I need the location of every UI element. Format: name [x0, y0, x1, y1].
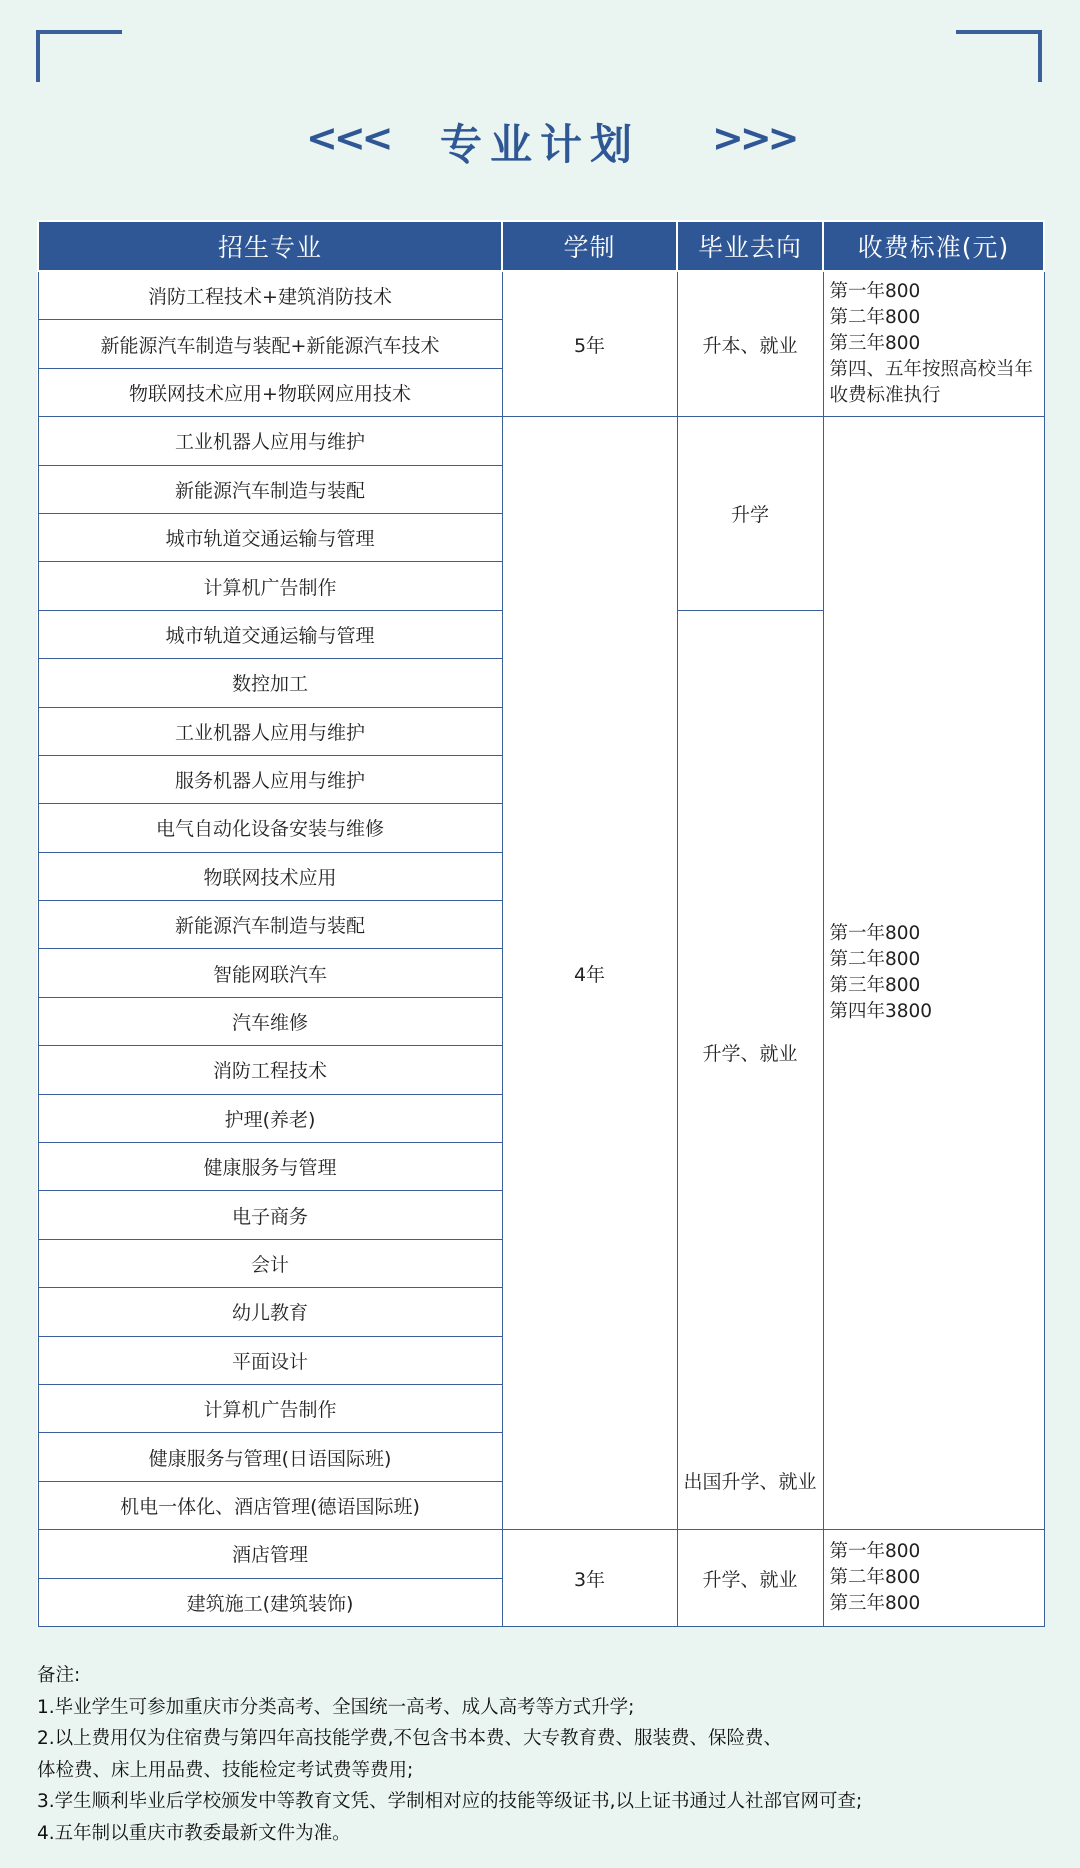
major-cell: 机电一体化、酒店管理(德语国际班) [38, 1481, 502, 1529]
major-cell: 新能源汽车制造与装配 [38, 465, 502, 513]
col-header-destination: 毕业去向 [677, 221, 823, 271]
destination-cell: 升本、就业 [677, 271, 823, 417]
note-item: 2.以上费用仅为住宿费与第四年高技能学费,不包含书本费、大专教育费、服装费、保险费、 [37, 1728, 783, 1749]
destination-text: 出国升学、就业 [683, 1470, 817, 1493]
col-header-major: 招生专业 [38, 221, 502, 271]
major-cell: 消防工程技术+建筑消防技术 [38, 271, 502, 320]
table-row [38, 417, 1044, 465]
major-cell: 工业机器人应用与维护 [38, 417, 502, 465]
note-item: 1.毕业学生可参加重庆市分类高考、全国统一高考、成人高考等方式升学; [37, 1696, 635, 1718]
fee-line: 第一年800 [829, 923, 921, 945]
duration-cell: 3年 [502, 1530, 677, 1627]
fee-line: 第三年800 [829, 975, 921, 997]
major-cell: 护理(养老) [38, 1094, 502, 1142]
note-item: 体检费、床上用品费、技能检定考试费等费用; [37, 1759, 414, 1781]
fee-line: 第二年800 [829, 949, 921, 971]
major-cell: 平面设计 [38, 1336, 502, 1384]
major-cell: 电气自动化设备安装与维修 [38, 804, 502, 852]
major-cell: 新能源汽车制造与装配 [38, 901, 502, 949]
fee-cell [823, 417, 1044, 1530]
fee-line: 第一年800 [829, 281, 921, 303]
note-item: 3.学生顺利毕业后学校颁发中等教育文凭、学制相对应的技能等级证书,以上证书通过人社部官网可查; [37, 1791, 863, 1812]
destination-cell [677, 610, 823, 1529]
major-cell: 酒店管理 [38, 1530, 502, 1578]
duration-cell: 5年 [502, 271, 677, 417]
fee-cell [823, 1530, 1044, 1627]
major-cell: 健康服务与管理 [38, 1143, 502, 1191]
plan-table [37, 220, 1045, 1627]
title-row [0, 112, 1080, 172]
col-header-fee: 收费标准(元) [823, 221, 1044, 271]
major-cell: 服务机器人应用与维护 [38, 755, 502, 803]
fee-line: 第二年800 [829, 1567, 921, 1589]
fee-line: 第四、五年按照高校当年收费标准执行 [829, 359, 1034, 407]
major-cell: 会计 [38, 1239, 502, 1287]
destination-cell: 升学、就业 [677, 1530, 823, 1627]
major-cell: 新能源汽车制造与装配+新能源汽车技术 [38, 320, 502, 368]
note-item: 4.五年制以重庆市教委最新文件为准。 [37, 1822, 351, 1844]
fee-line: 第三年800 [829, 333, 921, 355]
major-cell: 物联网技术应用 [38, 852, 502, 900]
major-cell: 物联网技术应用+物联网应用技术 [38, 368, 502, 416]
major-cell: 汽车维修 [38, 997, 502, 1045]
major-cell: 智能网联汽车 [38, 949, 502, 997]
major-cell: 健康服务与管理(日语国际班) [38, 1433, 502, 1481]
table-row [38, 271, 1044, 320]
corner-decoration-left [36, 30, 122, 82]
destination-text: 升学、就业 [702, 1042, 798, 1065]
major-cell: 电子商务 [38, 1191, 502, 1239]
destination-cell: 升学 [677, 417, 823, 611]
table-row [38, 1530, 1044, 1578]
fee-cell [823, 271, 1044, 417]
left-arrows-icon: <<< [306, 116, 390, 160]
notes-title: 备注: [37, 1665, 81, 1686]
table-header-row [38, 221, 1044, 271]
fee-line: 第一年800 [829, 1541, 921, 1563]
major-cell: 建筑施工(建筑装饰) [38, 1578, 502, 1626]
fee-line: 第二年800 [829, 307, 921, 329]
major-cell: 计算机广告制作 [38, 1384, 502, 1432]
notes-section [37, 1660, 1047, 1849]
duration-cell: 4年 [502, 417, 677, 1530]
major-cell: 城市轨道交通运输与管理 [38, 610, 502, 658]
major-cell: 计算机广告制作 [38, 562, 502, 610]
major-cell: 幼儿教育 [38, 1288, 502, 1336]
major-cell: 消防工程技术 [38, 1046, 502, 1094]
corner-decoration-right [956, 30, 1042, 82]
major-cell: 工业机器人应用与维护 [38, 707, 502, 755]
fee-line: 第四年3800 [829, 1001, 933, 1023]
page-title: 专业计划 [439, 120, 640, 169]
major-cell: 数控加工 [38, 659, 502, 707]
fee-line: 第三年800 [829, 1593, 921, 1615]
right-arrows-icon: >>> [712, 116, 796, 160]
major-cell: 城市轨道交通运输与管理 [38, 513, 502, 561]
col-header-duration: 学制 [502, 221, 677, 271]
